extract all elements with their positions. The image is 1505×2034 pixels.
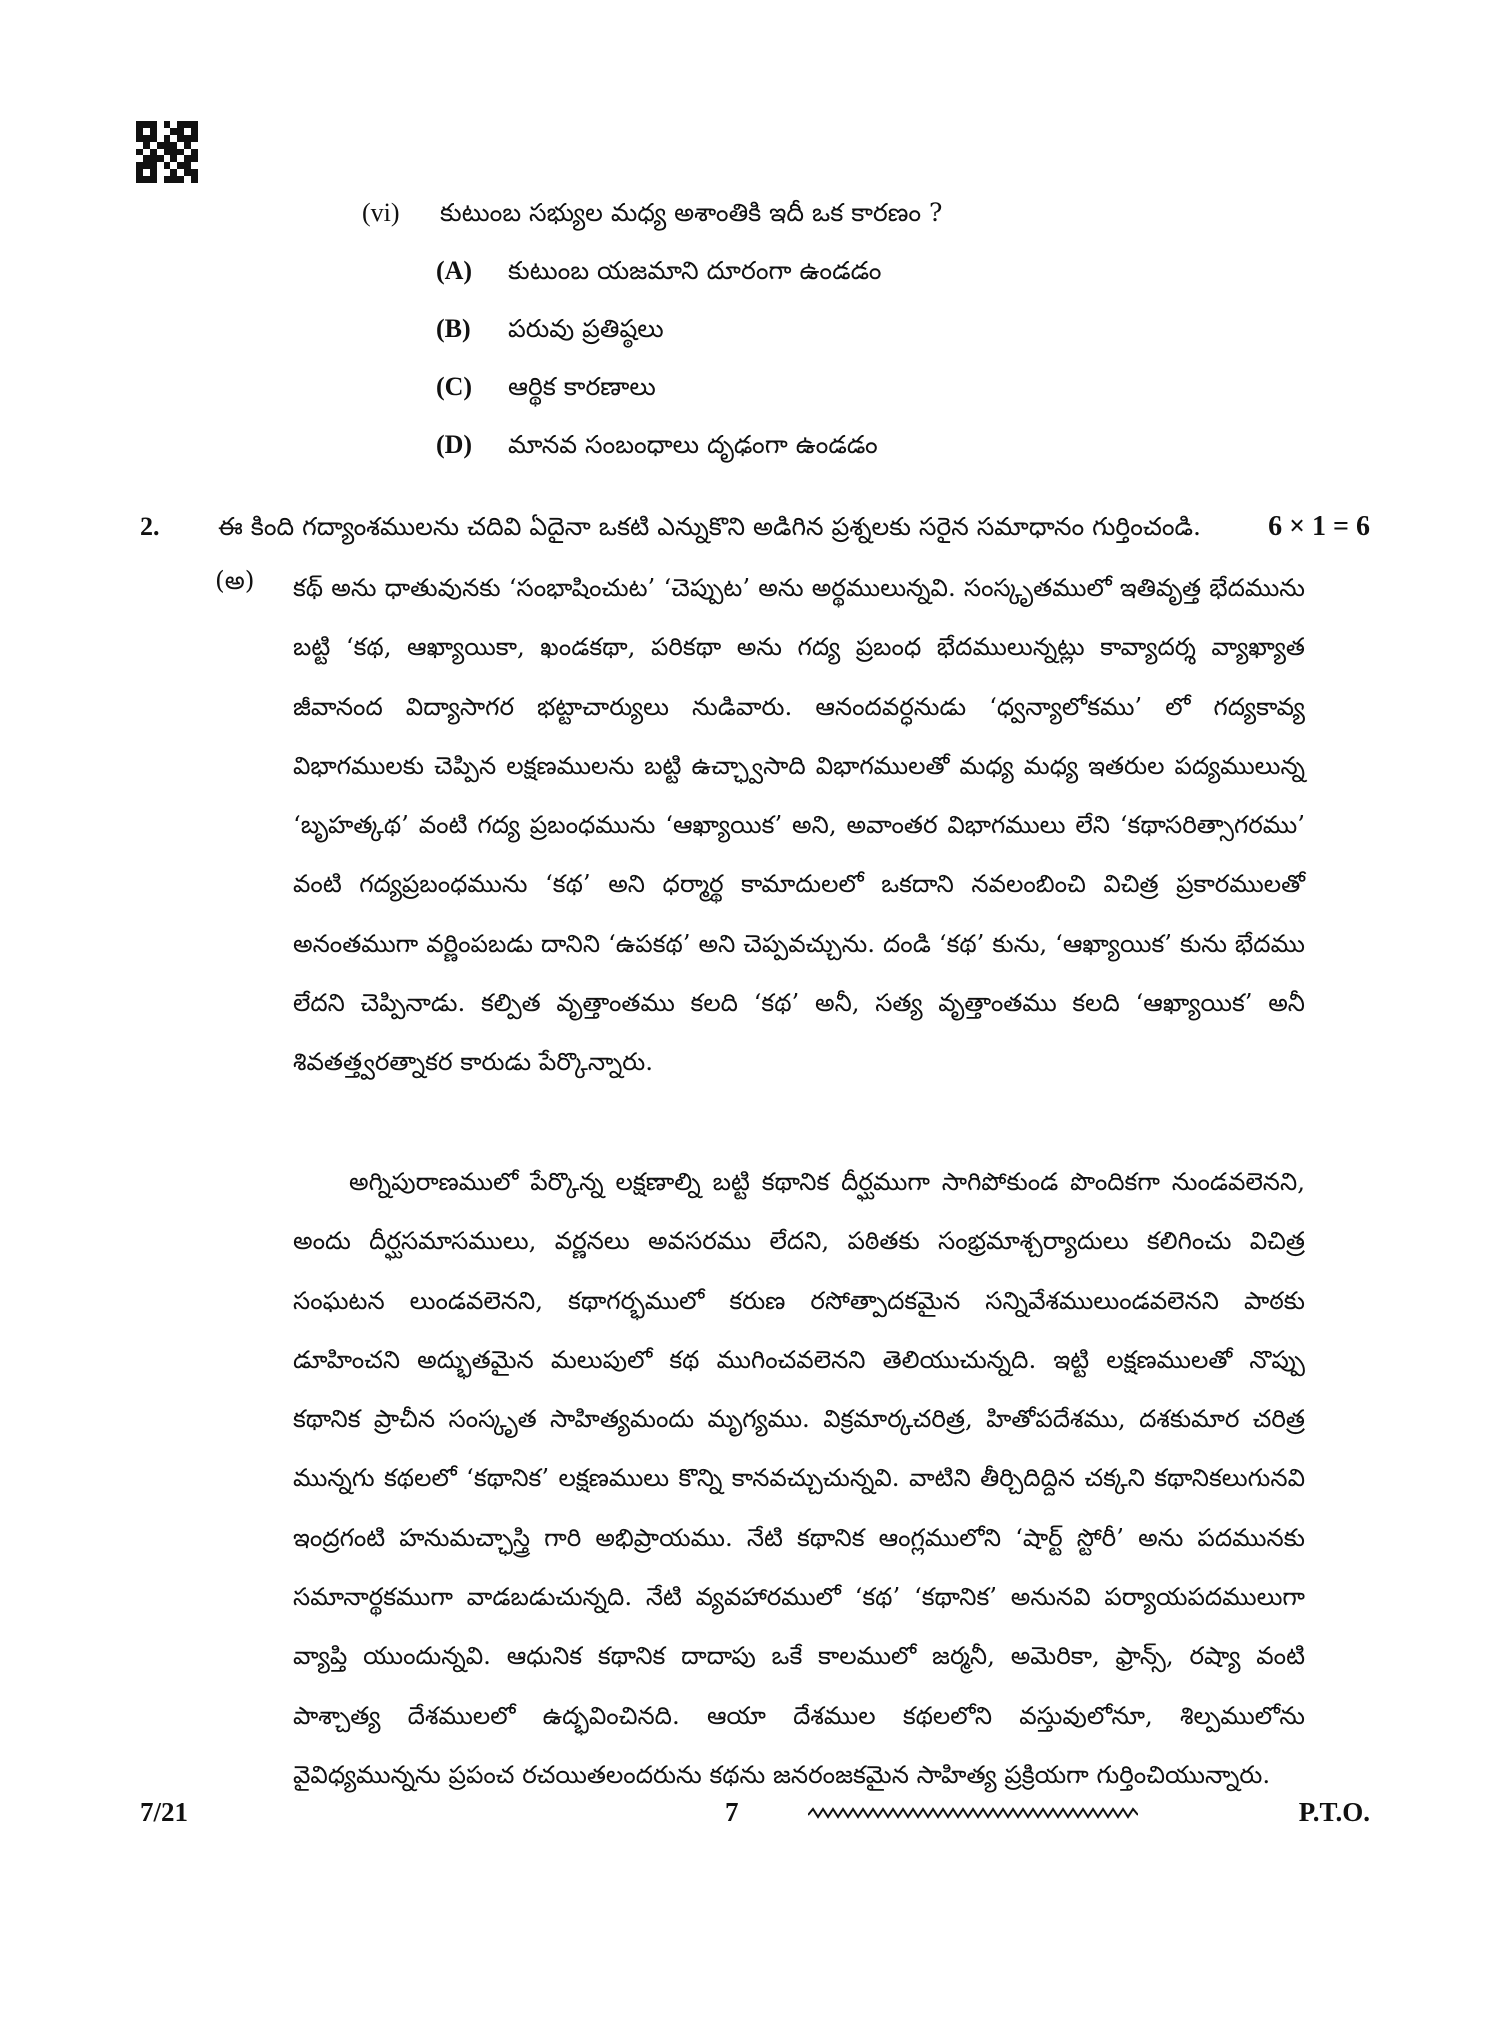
page-footer — [140, 1797, 1370, 1837]
question-text: కుటుంబ సభ్యుల మధ్య అశాంతికి ఇదీ ఒక కారణం ? — [440, 198, 943, 227]
option-label: (A) — [436, 256, 473, 285]
question-number: (vi) — [362, 198, 400, 227]
option-label: (D) — [436, 430, 473, 459]
option-label: (B) — [436, 314, 471, 343]
question-number: 2. — [140, 512, 160, 541]
passage-paragraph-2: అగ్నిపురాణములో పేర్కొన్న లక్షణాల్ని బట్టి కథానిక దీర్ఘముగా సాగిపోకుండ పొందికగా నుండవలెనని, అందు దీర్ఘసమాసములు, వర్ణనలు అవసరము లేదని, పఠితకు సంభ్రమాశ్చర్యాదులు కలిగించు విచిత్ర సంఘటన లుండవలెనని, కథాగర్భములో కరుణ రసోత్పాదకమైన సన్నివేశములుండవలెనని పాఠకు డూహించని అద్భుతమైన మలుపులో కథ ముగించవలెనని తెలియుచున్నది. ఇట్టి లక్షణములతో నొప్పు కథానిక ప్రాచీన సంస్కృత సాహిత్యమందు మృగ్యము. విక్రమార్కచరిత్ర, హితోపదేశము, దశకుమార చరిత్ర మున్నగు కథలలో ‘కథానిక’ లక్షణములు కొన్ని కానవచ్చుచున్నవి. వాటిని తీర్చిదిద్దిన చక్కని కథానికలుగునవి ఇంద్రగంటి హనుమచ్ఛాస్త్రి గారి అభిప్రాయము. నేటి కథానిక ఆంగ్లములోని ‘షార్ట్ స్టోరీ’ అను పదమునకు సమానార్థకముగా వాడబడుచున్నది. నేటి వ్యవహారములో ‘కథ’ ‘కథానిక’ అనునవి పర్యాయపదములుగా వ్యాప్తి యుందున్నవి. ఆధునిక కథానిక దాదాపు ఒకే కాలములో జర్మనీ, అమెరికా, ఫ్రాన్స్, రష్యా వంటి పాశ్చాత్య దేశములలో ఉద్భవించినది. ఆయా దేశముల కథలలోని వస్తువులోనూ, శిల్పములోను వైవిధ్యమున్నను ప్రపంచ రచయితలందరును కథను జనరంజకమైన సాహిత్య ప్రక్రియగా గుర్తించియున్నారు. — [293, 1167, 1305, 1789]
qr-code-icon — [136, 121, 198, 183]
question-1-vi — [362, 196, 942, 230]
question-instruction: ఈ కింది గద్యాంశములను చదివి ఏదైనా ఒకటి ఎన్నుకొని అడిగిన ప్రశ్నలకు సరైన సమాధానం గుర్తించండి. — [218, 512, 1201, 541]
option-b[interactable] — [436, 312, 664, 346]
marks: 6 × 1 = 6 — [1268, 511, 1370, 542]
option-c[interactable] — [436, 370, 656, 404]
paper-code: 7/21 — [140, 1797, 189, 1827]
option-text: పరువు ప్రతిష్ఠలు — [508, 314, 664, 343]
page-number: 7 — [725, 1797, 739, 1827]
please-turn-over: P.T.O. — [1298, 1797, 1370, 1827]
option-d[interactable] — [436, 428, 878, 462]
section-label: (అ) — [215, 566, 255, 595]
option-text: ఆర్థిక కారణాలు — [508, 372, 656, 401]
wavy-line-icon — [808, 1803, 1138, 1823]
option-text: మానవ సంబంధాలు దృఢంగా ఉండడం — [508, 430, 878, 459]
option-label: (C) — [436, 372, 473, 401]
option-text: కుటుంబ యజమాని దూరంగా ఉండడం — [508, 256, 882, 285]
option-a[interactable] — [436, 254, 881, 288]
passage-paragraph-1: కథ్ అను ధాతువునకు ‘సంభాషించుట’ ‘చెప్పుట’ అను అర్థములున్నవి. సంస్కృతములో ఇతివృత్త భేదమును బట్టి ‘కథ, ఆఖ్యాయికా, ఖండకథా, పరికథా అను గద్య ప్రబంధ భేదములున్నట్లు కావ్యాదర్శ వ్యాఖ్యాత జీవానంద విద్యాసాగర భట్టాచార్యులు నుడివారు. ఆనందవర్ధనుడు ‘ధ్వన్యాలోకము’ లో గద్యకావ్య విభాగములకు చెప్పిన లక్షణములను బట్టి ఉచ్ఛ్వాసాది విభాగములతో మధ్య మధ్య ఇతరుల పద్యములున్న ‘బృహత్కథ’ వంటి గద్య ప్రబంధమును ‘ఆఖ్యాయిక’ అని, అవాంతర విభాగములు లేని ‘కథాసరిత్సాగరము’ వంటి గద్యప్రబంధమును ‘కథ’ అని ధర్మార్థ కామాదులలో ఒకదాని నవలంబించి విచిత్ర ప్రకారములతో అనంతముగా వర్ణింపబడు దానిని ‘ఉపకథ’ అని చెప్పవచ్చును. దండి ‘కథ’ కును, ‘ఆఖ్యాయిక’ కును భేదము లేదని చెప్పినాడు. కల్పిత వృత్తాంతము కలది ‘కథ’ అనీ, సత్య వృత్తాంతము కలది ‘ఆఖ్యాయిక’ అనీ శివతత్త్వరత్నాకర కారుడు పేర్కొన్నారు. — [293, 573, 1305, 1077]
